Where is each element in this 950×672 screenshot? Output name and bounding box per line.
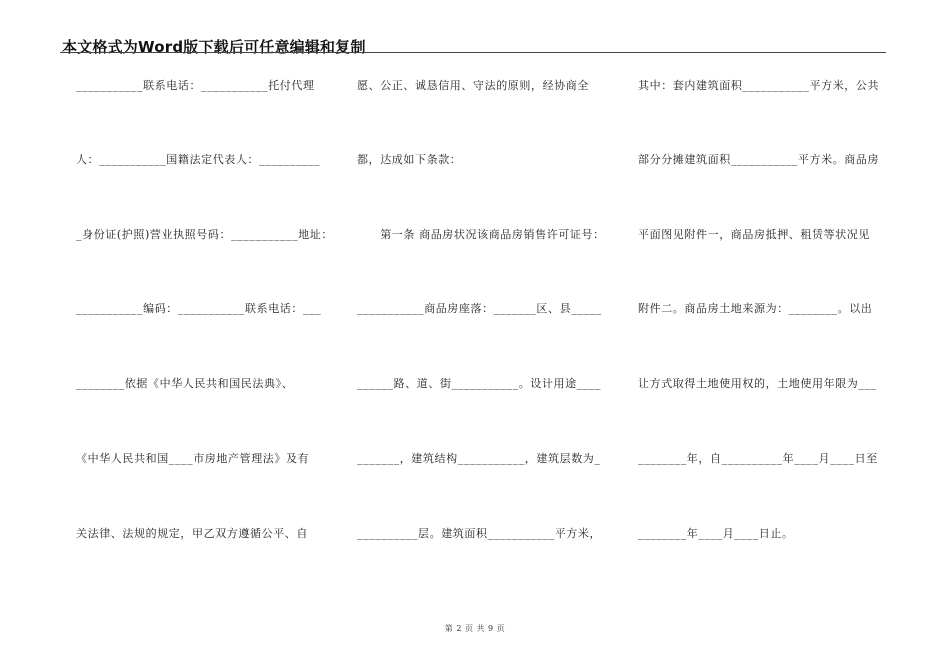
text-line: ___________联系电话：___________托付代理 [76,79,315,92]
text-line: 让方式取得土地使用权的，土地使用年限为___ [638,377,877,390]
text-line: 都，达成如下条款： [357,153,462,166]
text-line: 部分分摊建筑面积___________平方米。商品房 [638,153,880,166]
header-divider [60,52,886,53]
text-line: 愿、公正、诚恳信用、守法的原则，经协商全 [357,79,589,92]
text-line: ________年，自__________年____月____日至 [638,452,878,465]
text-line: 关法律、法规的规定，甲乙双方遵循公平、自 [76,527,308,540]
text-line: 第一条 商品房状况该商品房销售许可证号： [357,228,605,241]
text-line: ___________编码：___________联系电话：___ [76,302,322,315]
document-header-title: 本文格式为Word版下载后可任意编辑和复制 [62,38,366,56]
text-line: _______，建筑结构___________，建筑层数为_ [357,452,601,465]
page-number-footer: 第 2 页 共 9 页 [444,624,506,633]
text-line: 人：___________国籍法定代表人：__________ [76,153,321,166]
text-line: 其中：套内建筑面积___________平方米，公共 [638,79,880,92]
text-line: __________层。建筑面积___________平方米， [357,527,602,540]
text-line: 附件二。商品房土地来源为：________。以出 [638,302,873,315]
text-line: ___________商品房座落：_______区、县_____ [357,302,602,315]
text-line: _身份证(护照)营业执照号码：___________地址： [76,228,333,241]
text-line: 平面图见附件一，商品房抵押、租赁等状况见 [638,228,870,241]
text-line: 《中华人民共和国____市房地产管理法》及有 [76,452,310,465]
text-line: ________年____月____日止。 [638,527,794,540]
text-line: ______路、道、街___________。设计用途____ [357,377,602,390]
text-line: ________依据《中华人民共和国民法典》、 [76,377,294,390]
